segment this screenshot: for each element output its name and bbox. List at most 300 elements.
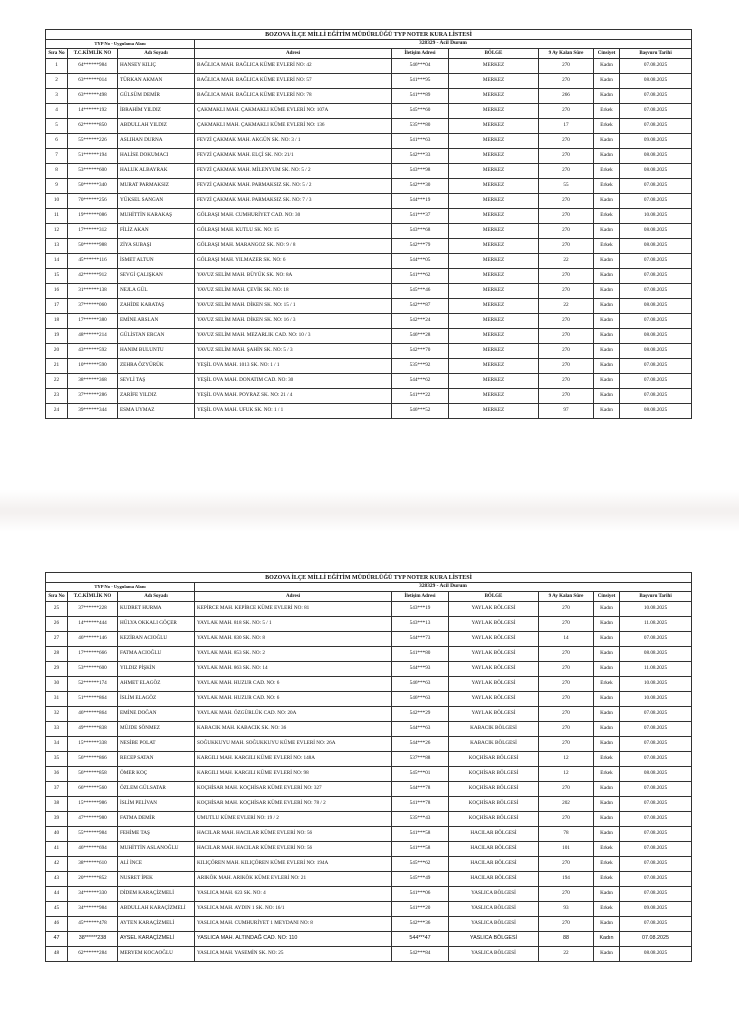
cell-tc-kimlik: 50******988	[68, 239, 118, 254]
cell-sira-no: 10	[46, 194, 68, 209]
cell-tc-kimlik: 55******984	[68, 827, 118, 842]
cell-adres: FEVZİ ÇAKMAK MAH. AKGÜN SK. NO: 3 / 1	[195, 134, 392, 149]
cell-kalan-sure: 270	[539, 74, 594, 89]
cell-ad-soyad: AHMET ELAGÖZ	[118, 677, 195, 692]
cell-iletisim: 543***68	[392, 224, 449, 239]
cell-tc-kimlik: 17******380	[68, 314, 118, 329]
cell-adres: HACILAR MAH. HACILAR KÜME EVLERİ NO: 56	[195, 842, 392, 857]
cell-iletisim: 541***37	[392, 209, 449, 224]
cell-ad-soyad: MURAT PARMAKSIZ	[118, 179, 195, 194]
cell-ad-soyad: MUHİTTİN ASLANOĞLU	[118, 842, 195, 857]
cell-bolge: MERKEZ	[449, 359, 539, 374]
cell-iletisim: 542***30	[392, 179, 449, 194]
cell-bolge: MERKEZ	[449, 374, 539, 389]
cell-sira-no: 25	[46, 602, 68, 617]
cell-iletisim: 544***26	[392, 737, 449, 752]
cell-ad-soyad: GÜLSÜM DEMİR	[118, 89, 195, 104]
cell-basvuru-tarihi: 07.08.2025	[620, 89, 692, 104]
cell-cinsiyet: Erkek	[594, 104, 620, 119]
cell-basvuru-tarihi: 07.08.2025	[620, 389, 692, 404]
cell-bolge: HACILAR BÖLGESİ	[449, 857, 539, 872]
table-row	[46, 89, 692, 104]
column-header-basvuru-tarihi: Başvuru Tarihi	[620, 592, 692, 602]
cell-adres: YAYLAK MAH. 830 SK. NO: 8	[195, 632, 392, 647]
cell-cinsiyet: Erkek	[594, 164, 620, 179]
cell-sira-no: 3	[46, 89, 68, 104]
cell-ad-soyad: NESİBE POLAT	[118, 737, 195, 752]
cell-iletisim: 546***52	[392, 404, 449, 419]
cell-ad-soyad: İSLİM PELİVAN	[118, 797, 195, 812]
cell-kalan-sure: 12	[539, 752, 594, 767]
cell-sira-no: 47	[46, 932, 68, 947]
cell-sira-no: 45	[46, 902, 68, 917]
cell-bolge: KOÇHİSAR BÖLGESİ	[449, 752, 539, 767]
table-row	[46, 812, 692, 827]
table-row	[46, 797, 692, 812]
cell-iletisim: 544***62	[392, 374, 449, 389]
cell-iletisim: 541***58	[392, 842, 449, 857]
cell-sira-no: 19	[46, 329, 68, 344]
cell-tc-kimlik: 17******666	[68, 647, 118, 662]
cell-ad-soyad: ÖZLEM GÜLSATAR	[118, 782, 195, 797]
cell-basvuru-tarihi: 08.08.2025	[620, 947, 692, 962]
cell-basvuru-tarihi: 07.08.2025	[620, 632, 692, 647]
cell-iletisim: 545***01	[392, 767, 449, 782]
cell-sira-no: 44	[46, 887, 68, 902]
header-row	[46, 592, 692, 602]
cell-basvuru-tarihi: 07.08.2025	[620, 932, 692, 947]
cell-iletisim: 546***04	[392, 59, 449, 74]
cell-cinsiyet: Erkek	[594, 119, 620, 134]
cell-cinsiyet: Kadın	[594, 917, 620, 932]
cell-cinsiyet: Kadın	[594, 827, 620, 842]
cell-adres: YASLICA MAH. CUMHURİYET 1 MEYDANI NO: 8	[195, 917, 392, 932]
cell-ad-soyad: ESMA UYMAZ	[118, 404, 195, 419]
cell-ad-soyad: HANIM BULUNTU	[118, 344, 195, 359]
cell-kalan-sure: 22	[539, 254, 594, 269]
cell-kalan-sure: 270	[539, 224, 594, 239]
cell-tc-kimlik: 34******330	[68, 887, 118, 902]
cell-cinsiyet: Erkek	[594, 179, 620, 194]
cell-adres: YASLICA MAH. AYDIN 1 SK. NO: 16/1	[195, 902, 392, 917]
cell-iletisim: 541***22	[392, 389, 449, 404]
cell-tc-kimlik: 37******286	[68, 389, 118, 404]
cell-bolge: KOÇHİSAR BÖLGESİ	[449, 782, 539, 797]
cell-adres: YAVUZ SELİM MAH. DİKEN SK. NO: 16 / 3	[195, 314, 392, 329]
table-row	[46, 314, 692, 329]
table-row	[46, 359, 692, 374]
cell-cinsiyet: Kadın	[594, 812, 620, 827]
cell-bolge: YASLICA BÖLGESİ	[449, 932, 539, 947]
cell-basvuru-tarihi: 07.08.2025	[620, 59, 692, 74]
cell-iletisim: 545***46	[392, 284, 449, 299]
cell-sira-no: 1	[46, 59, 68, 74]
cell-cinsiyet: Kadın	[594, 89, 620, 104]
typ-label: TYP No - Uygulama Alanı	[46, 583, 195, 592]
table-row	[46, 767, 692, 782]
cell-basvuru-tarihi: 10.08.2025	[620, 692, 692, 707]
cell-sira-no: 14	[46, 254, 68, 269]
cell-sira-no: 46	[46, 917, 68, 932]
cell-sira-no: 27	[46, 632, 68, 647]
column-header-cinsiyet: Cinsiyet	[594, 592, 620, 602]
cell-basvuru-tarihi: 07.08.2025	[620, 752, 692, 767]
cell-basvuru-tarihi: 08.08.2025	[620, 344, 692, 359]
cell-adres: BAĞLICA MAH. BAĞLICA KÜME EVLERİ NO: 78	[195, 89, 392, 104]
cell-bolge: MERKEZ	[449, 104, 539, 119]
cell-ad-soyad: ALİ İNCE	[118, 857, 195, 872]
cell-ad-soyad: FATMA ACIOĞLU	[118, 647, 195, 662]
cell-tc-kimlik: 64******984	[68, 59, 118, 74]
cell-iletisim: 541***78	[392, 797, 449, 812]
cell-basvuru-tarihi: 07.08.2025	[620, 917, 692, 932]
cell-cinsiyet: Kadın	[594, 632, 620, 647]
cell-iletisim: 541***80	[392, 647, 449, 662]
cell-cinsiyet: Kadın	[594, 722, 620, 737]
cell-sira-no: 31	[46, 692, 68, 707]
cell-basvuru-tarihi: 10.08.2025	[620, 209, 692, 224]
cell-basvuru-tarihi: 07.08.2025	[620, 842, 692, 857]
table-row	[46, 932, 692, 947]
cell-kalan-sure: 270	[539, 677, 594, 692]
cell-sira-no: 33	[46, 722, 68, 737]
cell-kalan-sure: 270	[539, 344, 594, 359]
cell-cinsiyet: Kadın	[594, 647, 620, 662]
cell-kalan-sure: 270	[539, 164, 594, 179]
cell-basvuru-tarihi: 08.08.2025	[620, 224, 692, 239]
document-page-2	[45, 572, 691, 962]
table-row	[46, 59, 692, 74]
cell-iletisim: 543***19	[392, 602, 449, 617]
cell-cinsiyet: Kadın	[594, 134, 620, 149]
table-row	[46, 239, 692, 254]
cell-basvuru-tarihi: 07.08.2025	[620, 782, 692, 797]
cell-iletisim: 541***20	[392, 902, 449, 917]
cell-iletisim: 544***47	[392, 932, 449, 947]
cell-iletisim: 543***13	[392, 617, 449, 632]
cell-sira-no: 36	[46, 767, 68, 782]
cell-sira-no: 37	[46, 782, 68, 797]
cell-iletisim: 537***88	[392, 752, 449, 767]
cell-bolge: HACILAR BÖLGESİ	[449, 827, 539, 842]
cell-sira-no: 2	[46, 74, 68, 89]
table-row	[46, 617, 692, 632]
cell-tc-kimlik: 42******912	[68, 269, 118, 284]
cell-sira-no: 16	[46, 284, 68, 299]
cell-adres: YAVUZ SELİM MAH. DİKEN SK. NO: 15 / 1	[195, 299, 392, 314]
cell-adres: ÇAKMAKLI MAH. ÇAKMAKLI KÜME EVLERİ NO: 107A	[195, 104, 392, 119]
cell-sira-no: 30	[46, 677, 68, 692]
cell-cinsiyet: Kadın	[594, 797, 620, 812]
table-row	[46, 722, 692, 737]
cell-sira-no: 32	[46, 707, 68, 722]
cell-bolge: MERKEZ	[449, 314, 539, 329]
cell-iletisim: 544***73	[392, 632, 449, 647]
cell-adres: YEŞİL OVA MAH. 1013 SK. NO: 1 / 1	[195, 359, 392, 374]
cell-kalan-sure: 270	[539, 149, 594, 164]
cell-sira-no: 5	[46, 119, 68, 134]
cell-adres: UMUTLU KÜME EVLERİ NO: 19 / 2	[195, 812, 392, 827]
table-row	[46, 872, 692, 887]
cell-bolge: YASLICA BÖLGESİ	[449, 917, 539, 932]
table-row	[46, 902, 692, 917]
cell-adres: KARGILI MAH. KARGILI KÜME EVLERİ NO: 148A	[195, 752, 392, 767]
cell-cinsiyet: Kadın	[594, 149, 620, 164]
cell-kalan-sure: 101	[539, 842, 594, 857]
cell-sira-no: 35	[46, 752, 68, 767]
cell-tc-kimlik: 15******986	[68, 797, 118, 812]
cell-ad-soyad: EMİNE DOĞAN	[118, 707, 195, 722]
cell-basvuru-tarihi: 08.08.2025	[620, 647, 692, 662]
cell-bolge: YASLICA BÖLGESİ	[449, 887, 539, 902]
cell-cinsiyet: Kadın	[594, 359, 620, 374]
cell-cinsiyet: Erkek	[594, 677, 620, 692]
cell-adres: YASLICA MAH. ALTINDAĞ CAD. NO: 110	[195, 932, 392, 947]
cell-bolge: MERKEZ	[449, 329, 539, 344]
cell-bolge: MERKEZ	[449, 179, 539, 194]
table-row	[46, 887, 692, 902]
cell-sira-no: 24	[46, 404, 68, 419]
cell-cinsiyet: Kadın	[594, 329, 620, 344]
table-row	[46, 269, 692, 284]
table-row	[46, 752, 692, 767]
typ-category: 328329 - Acil Durum	[195, 40, 692, 49]
cell-adres: GÖLBAŞI MAH. CUMHURİYET CAD. NO: 30	[195, 209, 392, 224]
cell-bolge: MERKEZ	[449, 134, 539, 149]
cell-tc-kimlik: 50******340	[68, 179, 118, 194]
cell-bolge: MERKEZ	[449, 269, 539, 284]
cell-basvuru-tarihi: 07.08.2025	[620, 857, 692, 872]
cell-sira-no: 39	[46, 812, 68, 827]
subtitle-row	[46, 583, 692, 592]
cell-adres: YAVUZ SELİM MAH. BÜYÜK SK. NO: 8A	[195, 269, 392, 284]
cell-iletisim: 541***58	[392, 827, 449, 842]
cell-sira-no: 26	[46, 617, 68, 632]
title-row	[46, 30, 692, 40]
cell-kalan-sure: 12	[539, 767, 594, 782]
cell-adres: KOÇHİSAR MAH. KOÇHİSAR KÜME EVLERİ NO: 327	[195, 782, 392, 797]
cell-bolge: KOÇHİSAR BÖLGESİ	[449, 797, 539, 812]
cell-sira-no: 29	[46, 662, 68, 677]
cell-ad-soyad: ZARİFE YILDIZ	[118, 389, 195, 404]
cell-tc-kimlik: 53******600	[68, 164, 118, 179]
cell-adres: YEŞİL OVA MAH. POYRAZ SK. NO: 21 / 4	[195, 389, 392, 404]
table-row	[46, 857, 692, 872]
cell-iletisim: 542***36	[392, 917, 449, 932]
cell-basvuru-tarihi: 07.08.2025	[620, 104, 692, 119]
cell-basvuru-tarihi: 08.08.2025	[620, 299, 692, 314]
cell-tc-kimlik: 37******228	[68, 602, 118, 617]
cell-adres: YAYLAK MAH. HUZUR CAD. NO: 6	[195, 692, 392, 707]
cell-basvuru-tarihi: 07.08.2025	[620, 827, 692, 842]
cell-ad-soyad: FEHİME TAŞ	[118, 827, 195, 842]
cell-cinsiyet: Kadın	[594, 74, 620, 89]
cell-kalan-sure: 270	[539, 209, 594, 224]
typ-label: TYP No - Uygulama Alanı	[46, 40, 195, 49]
cell-adres: FEVZİ ÇAKMAK MAH. PARMAKSIZ SK. NO: 5 / 2	[195, 179, 392, 194]
cell-basvuru-tarihi: 07.08.2025	[620, 737, 692, 752]
cell-bolge: MERKEZ	[449, 224, 539, 239]
cell-basvuru-tarihi: 07.08.2025	[620, 707, 692, 722]
cell-bolge: MERKEZ	[449, 74, 539, 89]
cell-iletisim: 542***33	[392, 149, 449, 164]
cell-ad-soyad: AYTEN KARAÇİZMELİ	[118, 917, 195, 932]
column-header-sira-no: Sıra No	[46, 49, 68, 59]
cell-basvuru-tarihi: 09.08.2025	[620, 902, 692, 917]
cell-tc-kimlik: 48******214	[68, 329, 118, 344]
cell-bolge: YASLICA BÖLGESİ	[449, 902, 539, 917]
cell-sira-no: 23	[46, 389, 68, 404]
cell-bolge: YASLICA BÖLGESİ	[449, 947, 539, 962]
cell-adres: BAĞLICA MAH. BAĞLICA KÜME EVLERİ NO: 57	[195, 74, 392, 89]
cell-basvuru-tarihi: 09.08.2025	[620, 134, 692, 149]
cell-ad-soyad: ZAHİDE KARATAŞ	[118, 299, 195, 314]
cell-sira-no: 7	[46, 149, 68, 164]
cell-kalan-sure: 270	[539, 722, 594, 737]
cell-ad-soyad: HALİSE DOKUMACI	[118, 149, 195, 164]
cell-tc-kimlik: 38******368	[68, 374, 118, 389]
cell-bolge: YAYLAK BÖLGESİ	[449, 707, 539, 722]
cell-ad-soyad: RECEP SATAN	[118, 752, 195, 767]
cell-ad-soyad: MERYEM KOCAOĞLU	[118, 947, 195, 962]
cell-iletisim: 542***29	[392, 707, 449, 722]
cell-basvuru-tarihi: 08.08.2025	[620, 767, 692, 782]
cell-tc-kimlik: 63******014	[68, 74, 118, 89]
cell-basvuru-tarihi: 07.08.2025	[620, 284, 692, 299]
cell-cinsiyet: Kadın	[594, 314, 620, 329]
cell-tc-kimlik: 43******592	[68, 344, 118, 359]
cell-tc-kimlik: 14******192	[68, 104, 118, 119]
header-row	[46, 49, 692, 59]
cell-basvuru-tarihi: 10.08.2025	[620, 677, 692, 692]
cell-kalan-sure: 270	[539, 314, 594, 329]
cell-ad-soyad: İSMET ALTUN	[118, 254, 195, 269]
cell-kalan-sure: 97	[539, 404, 594, 419]
cell-iletisim: 544***19	[392, 194, 449, 209]
cell-cinsiyet: Kadın	[594, 692, 620, 707]
cell-cinsiyet: Kadın	[594, 284, 620, 299]
cell-adres: YAYLAK MAH. 853 SK. NO: 2	[195, 647, 392, 662]
cell-ad-soyad: DİDEM KARAÇİZMELİ	[118, 887, 195, 902]
document-page-1	[45, 29, 691, 419]
cell-iletisim: 544***63	[392, 722, 449, 737]
cell-adres: KOÇHİSAR MAH. KOÇHİSAR KÜME EVLERİ NO: 78 / 2	[195, 797, 392, 812]
cell-kalan-sure: 270	[539, 239, 594, 254]
cell-iletisim: 542***84	[392, 947, 449, 962]
cell-adres: SOĞUKKUYU MAH. SOĞUKKUYU KÜME EVLERİ NO: 26A	[195, 737, 392, 752]
cell-bolge: MERKEZ	[449, 299, 539, 314]
cell-cinsiyet: Erkek	[594, 767, 620, 782]
cell-bolge: YAYLAK BÖLGESİ	[449, 662, 539, 677]
table-row	[46, 104, 692, 119]
cell-sira-no: 8	[46, 164, 68, 179]
table-row	[46, 707, 692, 722]
cell-ad-soyad: TÜRKAN AKMAN	[118, 74, 195, 89]
cell-sira-no: 34	[46, 737, 68, 752]
cell-sira-no: 13	[46, 239, 68, 254]
cell-tc-kimlik: 17******312	[68, 224, 118, 239]
cell-cinsiyet: Erkek	[594, 209, 620, 224]
cell-tc-kimlik: 46******694	[68, 842, 118, 857]
cell-kalan-sure: 270	[539, 737, 594, 752]
cell-bolge: MERKEZ	[449, 194, 539, 209]
cell-kalan-sure: 88	[539, 932, 594, 947]
table-row	[46, 782, 692, 797]
cell-cinsiyet: Kadın	[594, 782, 620, 797]
cell-bolge: MERKEZ	[449, 149, 539, 164]
cell-cinsiyet: Erkek	[594, 902, 620, 917]
cell-iletisim: 542***87	[392, 299, 449, 314]
cell-bolge: YAYLAK BÖLGESİ	[449, 617, 539, 632]
cell-ad-soyad: ÖMER KOÇ	[118, 767, 195, 782]
cell-bolge: KABACIK BÖLGESİ	[449, 722, 539, 737]
cell-tc-kimlik: 37******060	[68, 299, 118, 314]
table-row	[46, 344, 692, 359]
cell-adres: YAYLAK MAH. 863 SK. NO: 14	[195, 662, 392, 677]
column-header-ad-soyad: Adı Soyadı	[118, 592, 195, 602]
column-header-ad-soyad: Adı Soyadı	[118, 49, 195, 59]
cell-sira-no: 15	[46, 269, 68, 284]
cell-ad-soyad: SEVLİ TAŞ	[118, 374, 195, 389]
cell-basvuru-tarihi: 08.08.2025	[620, 329, 692, 344]
cell-kalan-sure: 22	[539, 299, 594, 314]
cell-tc-kimlik: 20******852	[68, 872, 118, 887]
cell-kalan-sure: 266	[539, 89, 594, 104]
cell-kalan-sure: 270	[539, 887, 594, 902]
cell-ad-soyad: ABDULLAH YILDIZ	[118, 119, 195, 134]
cell-adres: YAVUZ SELİM MAH. ŞAHİN SK. NO: 5 / 3	[195, 344, 392, 359]
cell-bolge: MERKEZ	[449, 209, 539, 224]
cell-basvuru-tarihi: 07.08.2025	[620, 119, 692, 134]
cell-kalan-sure: 270	[539, 104, 594, 119]
cell-ad-soyad: NUSRET İPEK	[118, 872, 195, 887]
cell-basvuru-tarihi: 11.08.2025	[620, 617, 692, 632]
cell-tc-kimlik: 70******256	[68, 194, 118, 209]
cell-ad-soyad: HANSEY KILIÇ	[118, 59, 195, 74]
cell-iletisim: 541***63	[392, 134, 449, 149]
cell-ad-soyad: SEVGİ ÇALIŞKAN	[118, 269, 195, 284]
cell-bolge: MERKEZ	[449, 404, 539, 419]
cell-ad-soyad: ABDULLAH KARAÇİZMELİ	[118, 902, 195, 917]
cell-adres: YASLICA MAH. 623 SK. NO: 4	[195, 887, 392, 902]
cell-kalan-sure: 270	[539, 662, 594, 677]
cell-tc-kimlik: 53******600	[68, 662, 118, 677]
cell-adres: GÖLBAŞI MAH. KUTLU SK. NO: 15	[195, 224, 392, 239]
cell-adres: FEVZİ ÇAKMAK MAH. PARMAKSIZ SK. NO: 7 / 3	[195, 194, 392, 209]
cell-ad-soyad: FATMA DEMİR	[118, 812, 195, 827]
cell-iletisim: 544***05	[392, 254, 449, 269]
cell-tc-kimlik: 49******838	[68, 722, 118, 737]
cell-tc-kimlik: 39******344	[68, 404, 118, 419]
cell-sira-no: 12	[46, 224, 68, 239]
cell-ad-soyad: AYSEL KARAÇİZMELİ	[118, 932, 195, 947]
cell-adres: BAĞLICA MAH. BAĞLICA KÜME EVLERİ NO: 42	[195, 59, 392, 74]
cell-kalan-sure: 270	[539, 647, 594, 662]
cell-cinsiyet: Kadın	[594, 617, 620, 632]
cell-iletisim: 544***78	[392, 782, 449, 797]
cell-cinsiyet: Kadın	[594, 932, 620, 947]
cell-bolge: YAYLAK BÖLGESİ	[449, 632, 539, 647]
table-row	[46, 164, 692, 179]
cell-iletisim: 541***06	[392, 887, 449, 902]
table-row	[46, 374, 692, 389]
cell-kalan-sure: 270	[539, 617, 594, 632]
cell-cinsiyet: Kadın	[594, 404, 620, 419]
cell-cinsiyet: Kadın	[594, 389, 620, 404]
cell-ad-soyad: YILDIZ PİŞKİN	[118, 662, 195, 677]
cell-basvuru-tarihi: 08.08.2025	[620, 164, 692, 179]
cell-ad-soyad: KEZİBAN ACIOĞLU	[118, 632, 195, 647]
